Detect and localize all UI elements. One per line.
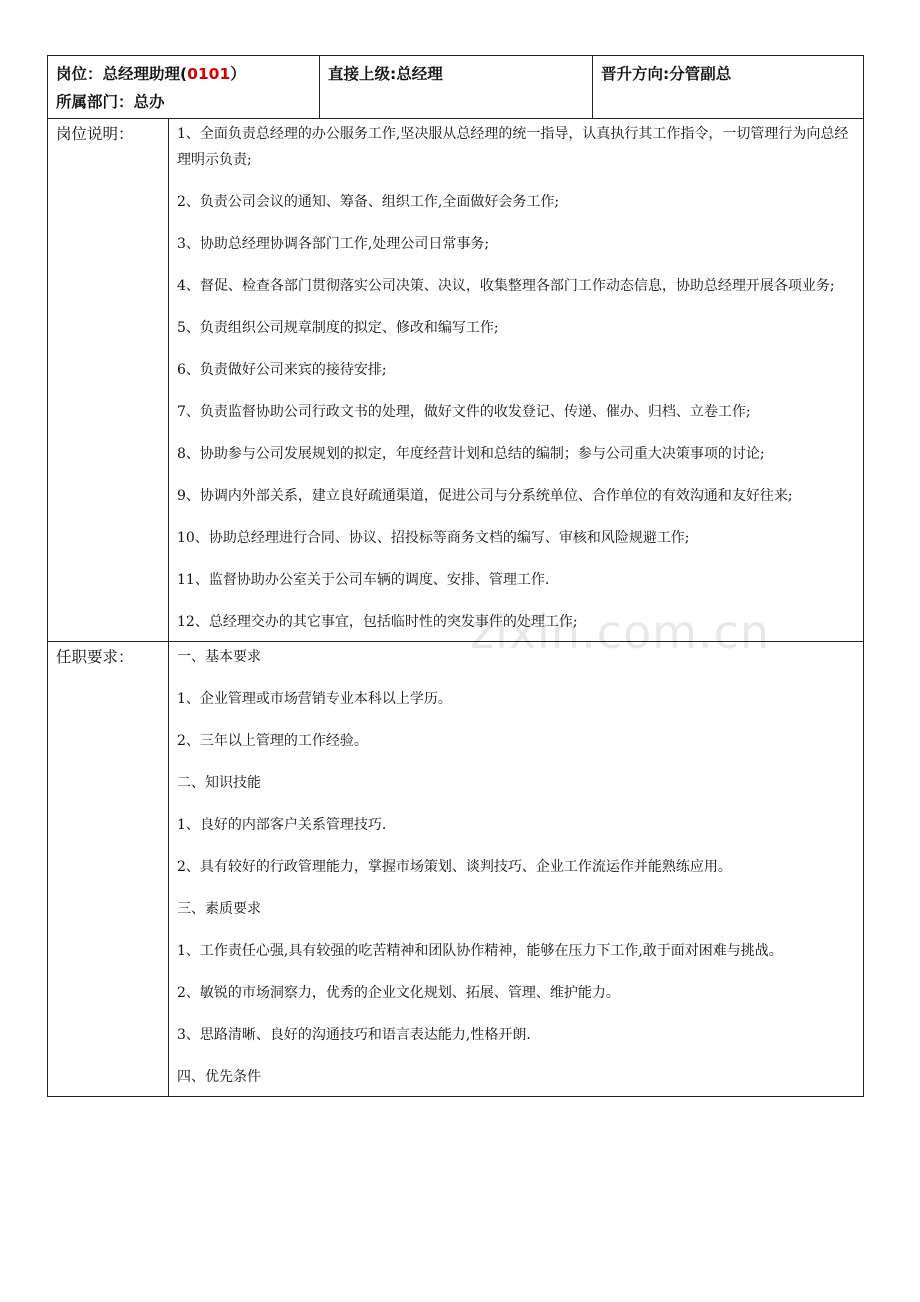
description-row — [48, 119, 864, 642]
requirements-item: 1、企业管理或市场营销专业本科以上学历。 — [177, 691, 452, 707]
header-row — [48, 56, 864, 119]
description-item: 6、负责做好公司来宾的接待安排; — [177, 362, 387, 378]
promotion-cell: 晋升方向:分管副总 — [593, 56, 864, 119]
description-item: 9、协调内外部关系，建立良好疏通渠道，促进公司与分系统单位、合作单位的有效沟通和友好往来; — [177, 488, 793, 504]
requirements-item: 3、思路清晰、良好的沟通技巧和语言表达能力,性格开朗. — [177, 1027, 531, 1043]
department: 所属部门：总办 — [56, 93, 165, 111]
description-label: 岗位说明： — [48, 119, 169, 642]
job-description-sheet — [47, 55, 863, 1097]
requirements-label: 任职要求： — [48, 642, 169, 1097]
description-item: 7、负责监督协助公司行政文书的处理，做好文件的收发登记、传递、催办、归档、立卷工作; — [177, 404, 751, 420]
description-item: 10、协助总经理进行合同、协议、招投标等商务文档的编写、审核和风险规避工作; — [177, 530, 690, 546]
description-item: 5、负责组织公司规章制度的拟定、修改和编写工作; — [177, 320, 499, 336]
requirements-item: 1、工作责任心强,具有较强的吃苦精神和团队协作精神，能够在压力下工作,敢于面对困难与挑战。 — [177, 943, 783, 959]
watermark: zixin.com.cn — [470, 605, 771, 659]
requirements-heading: 三、素质要求 — [177, 901, 261, 917]
requirements-heading: 一、基本要求 — [177, 649, 261, 665]
superior-cell: 直接上级:总经理 — [320, 56, 593, 119]
description-item: 8、协助参与公司发展规划的拟定，年度经营计划和总结的编制；参与公司重大决策事项的讨论; — [177, 446, 765, 462]
requirements-content — [169, 642, 864, 1097]
requirements-item: 2、敏锐的市场洞察力，优秀的企业文化规划、拓展、管理、维护能力。 — [177, 985, 620, 1001]
position-title: 岗位：总经理助理(0101） — [56, 65, 246, 83]
position-code: 0101 — [187, 65, 231, 83]
job-description-table — [47, 55, 864, 1097]
requirements-item: 2、具有较好的行政管理能力，掌握市场策划、谈判技巧、企业工作流运作并能熟练应用。 — [177, 859, 732, 875]
requirements-row — [48, 642, 864, 1097]
requirements-heading: 二、知识技能 — [177, 775, 261, 791]
requirements-item: 1、良好的内部客户关系管理技巧. — [177, 817, 387, 833]
requirements-item: 2、三年以上管理的工作经验。 — [177, 733, 368, 749]
description-item: 12、总经理交办的其它事宜，包括临时性的突发事件的处理工作; — [177, 614, 578, 630]
description-item: 2、负责公司会议的通知、筹备、组织工作,全面做好会务工作; — [177, 194, 560, 210]
description-content — [169, 119, 864, 642]
description-item: 11、监督协助办公室关于公司车辆的调度、安排、管理工作. — [177, 572, 550, 588]
position-cell — [48, 56, 320, 119]
requirements-heading: 四、优先条件 — [177, 1069, 261, 1085]
description-item: 3、协助总经理协调各部门工作,处理公司日常事务; — [177, 236, 490, 252]
description-item: 1、全面负责总经理的办公服务工作,坚决服从总经理的统一指导，认真执行其工作指令，一切管理行为向总经理明示负责; — [177, 126, 849, 168]
description-item: 4、督促、检查各部门贯彻落实公司决策、决议，收集整理各部门工作动态信息，协助总经理开展各项业务; — [177, 278, 835, 294]
